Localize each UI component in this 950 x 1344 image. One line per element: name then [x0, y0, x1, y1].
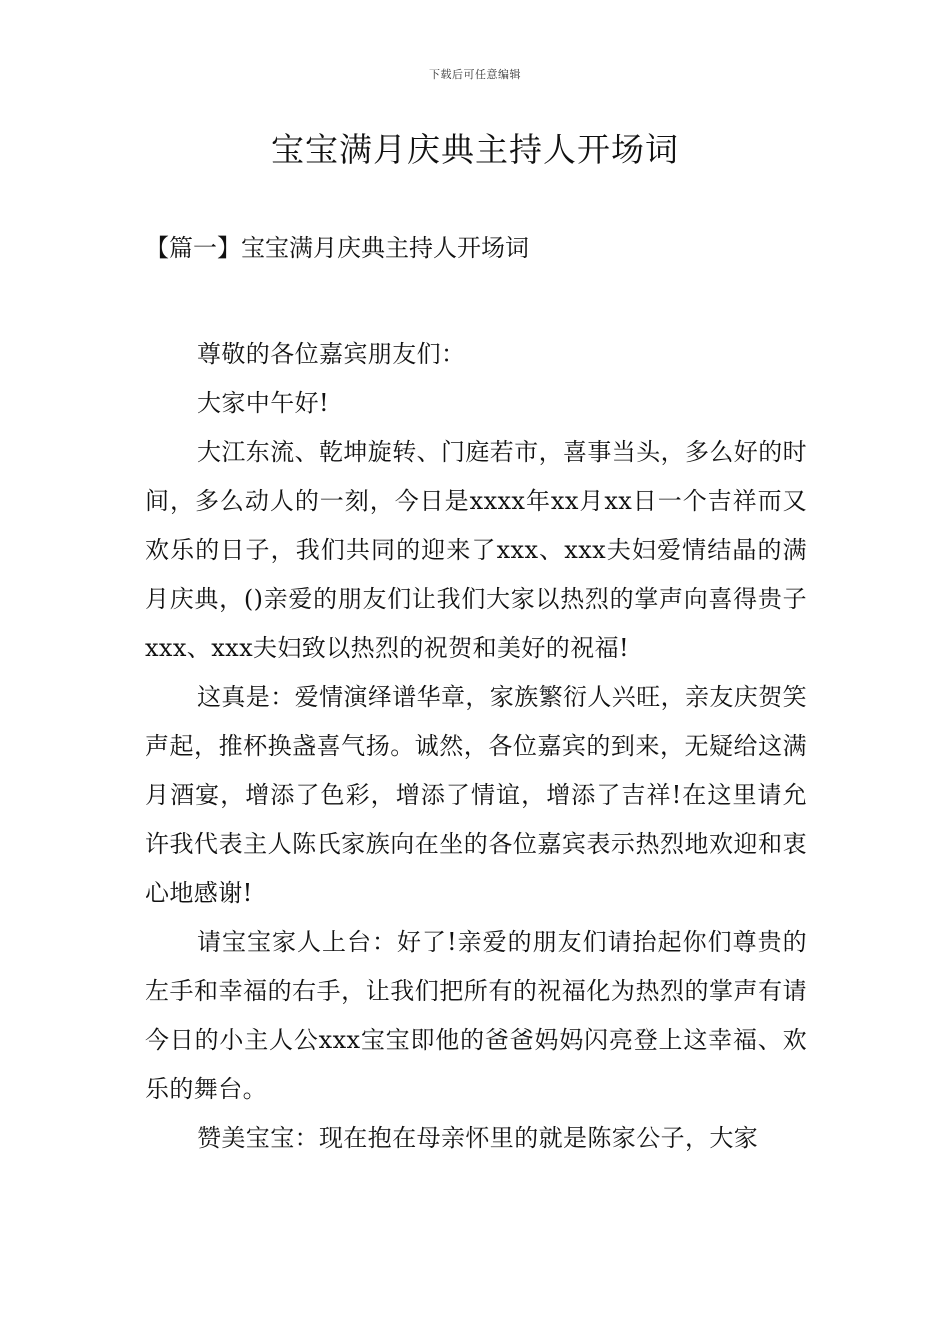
paragraph-good-noon: 大家中午好! [197, 389, 330, 417]
paragraph-praise-baby: 赞美宝宝：现在抱在母亲怀里的就是陈家公子，大家 [197, 1124, 759, 1152]
paragraph-invite-family: 请宝宝家人上台：好了!亲爱的朋友们请抬起你们尊贵的左手和幸福的右手，让我们把所有的祝福化为热烈的掌声有请今日的小主人公xxx宝宝即他的爸爸妈妈闪亮登上这幸福、欢乐的舞台。 [145, 928, 807, 1103]
paragraph-welcome: 这真是：爱情演绎谱华章，家族繁衍人兴旺，亲友庆贺笑声起，推杯换盏喜气扬。诚然，各位嘉宾的到来，无疑给这满月酒宴，增添了色彩，增添了情谊，增添了吉祥!在这里请允许我代表主人陈氏家族向在坐的各位嘉宾表示热烈地欢迎和衷心地感谢! [145, 683, 807, 907]
paragraph-opening: 大江东流、乾坤旋转、门庭若市，喜事当头，多么好的时间，多么动人的一刻，今日是xxxx年xx月xx日一个吉祥而又欢乐的日子，我们共同的迎来了xxx、xxx夫妇爱情结晶的满月庆典，()亲爱的朋友们让我们大家以热烈的掌声向喜得贵子xxx、xxx夫妇致以热烈的祝贺和美好的祝福! [145, 438, 807, 662]
body-text [145, 330, 807, 1163]
section-heading: 【篇一】宝宝满月庆典主持人开场词 [145, 234, 529, 262]
paragraph-greeting: 尊敬的各位嘉宾朋友们： [197, 340, 466, 368]
header-note: 下载后可任意编辑 [429, 68, 521, 81]
page-title: 宝宝满月庆典主持人开场词 [271, 130, 679, 169]
